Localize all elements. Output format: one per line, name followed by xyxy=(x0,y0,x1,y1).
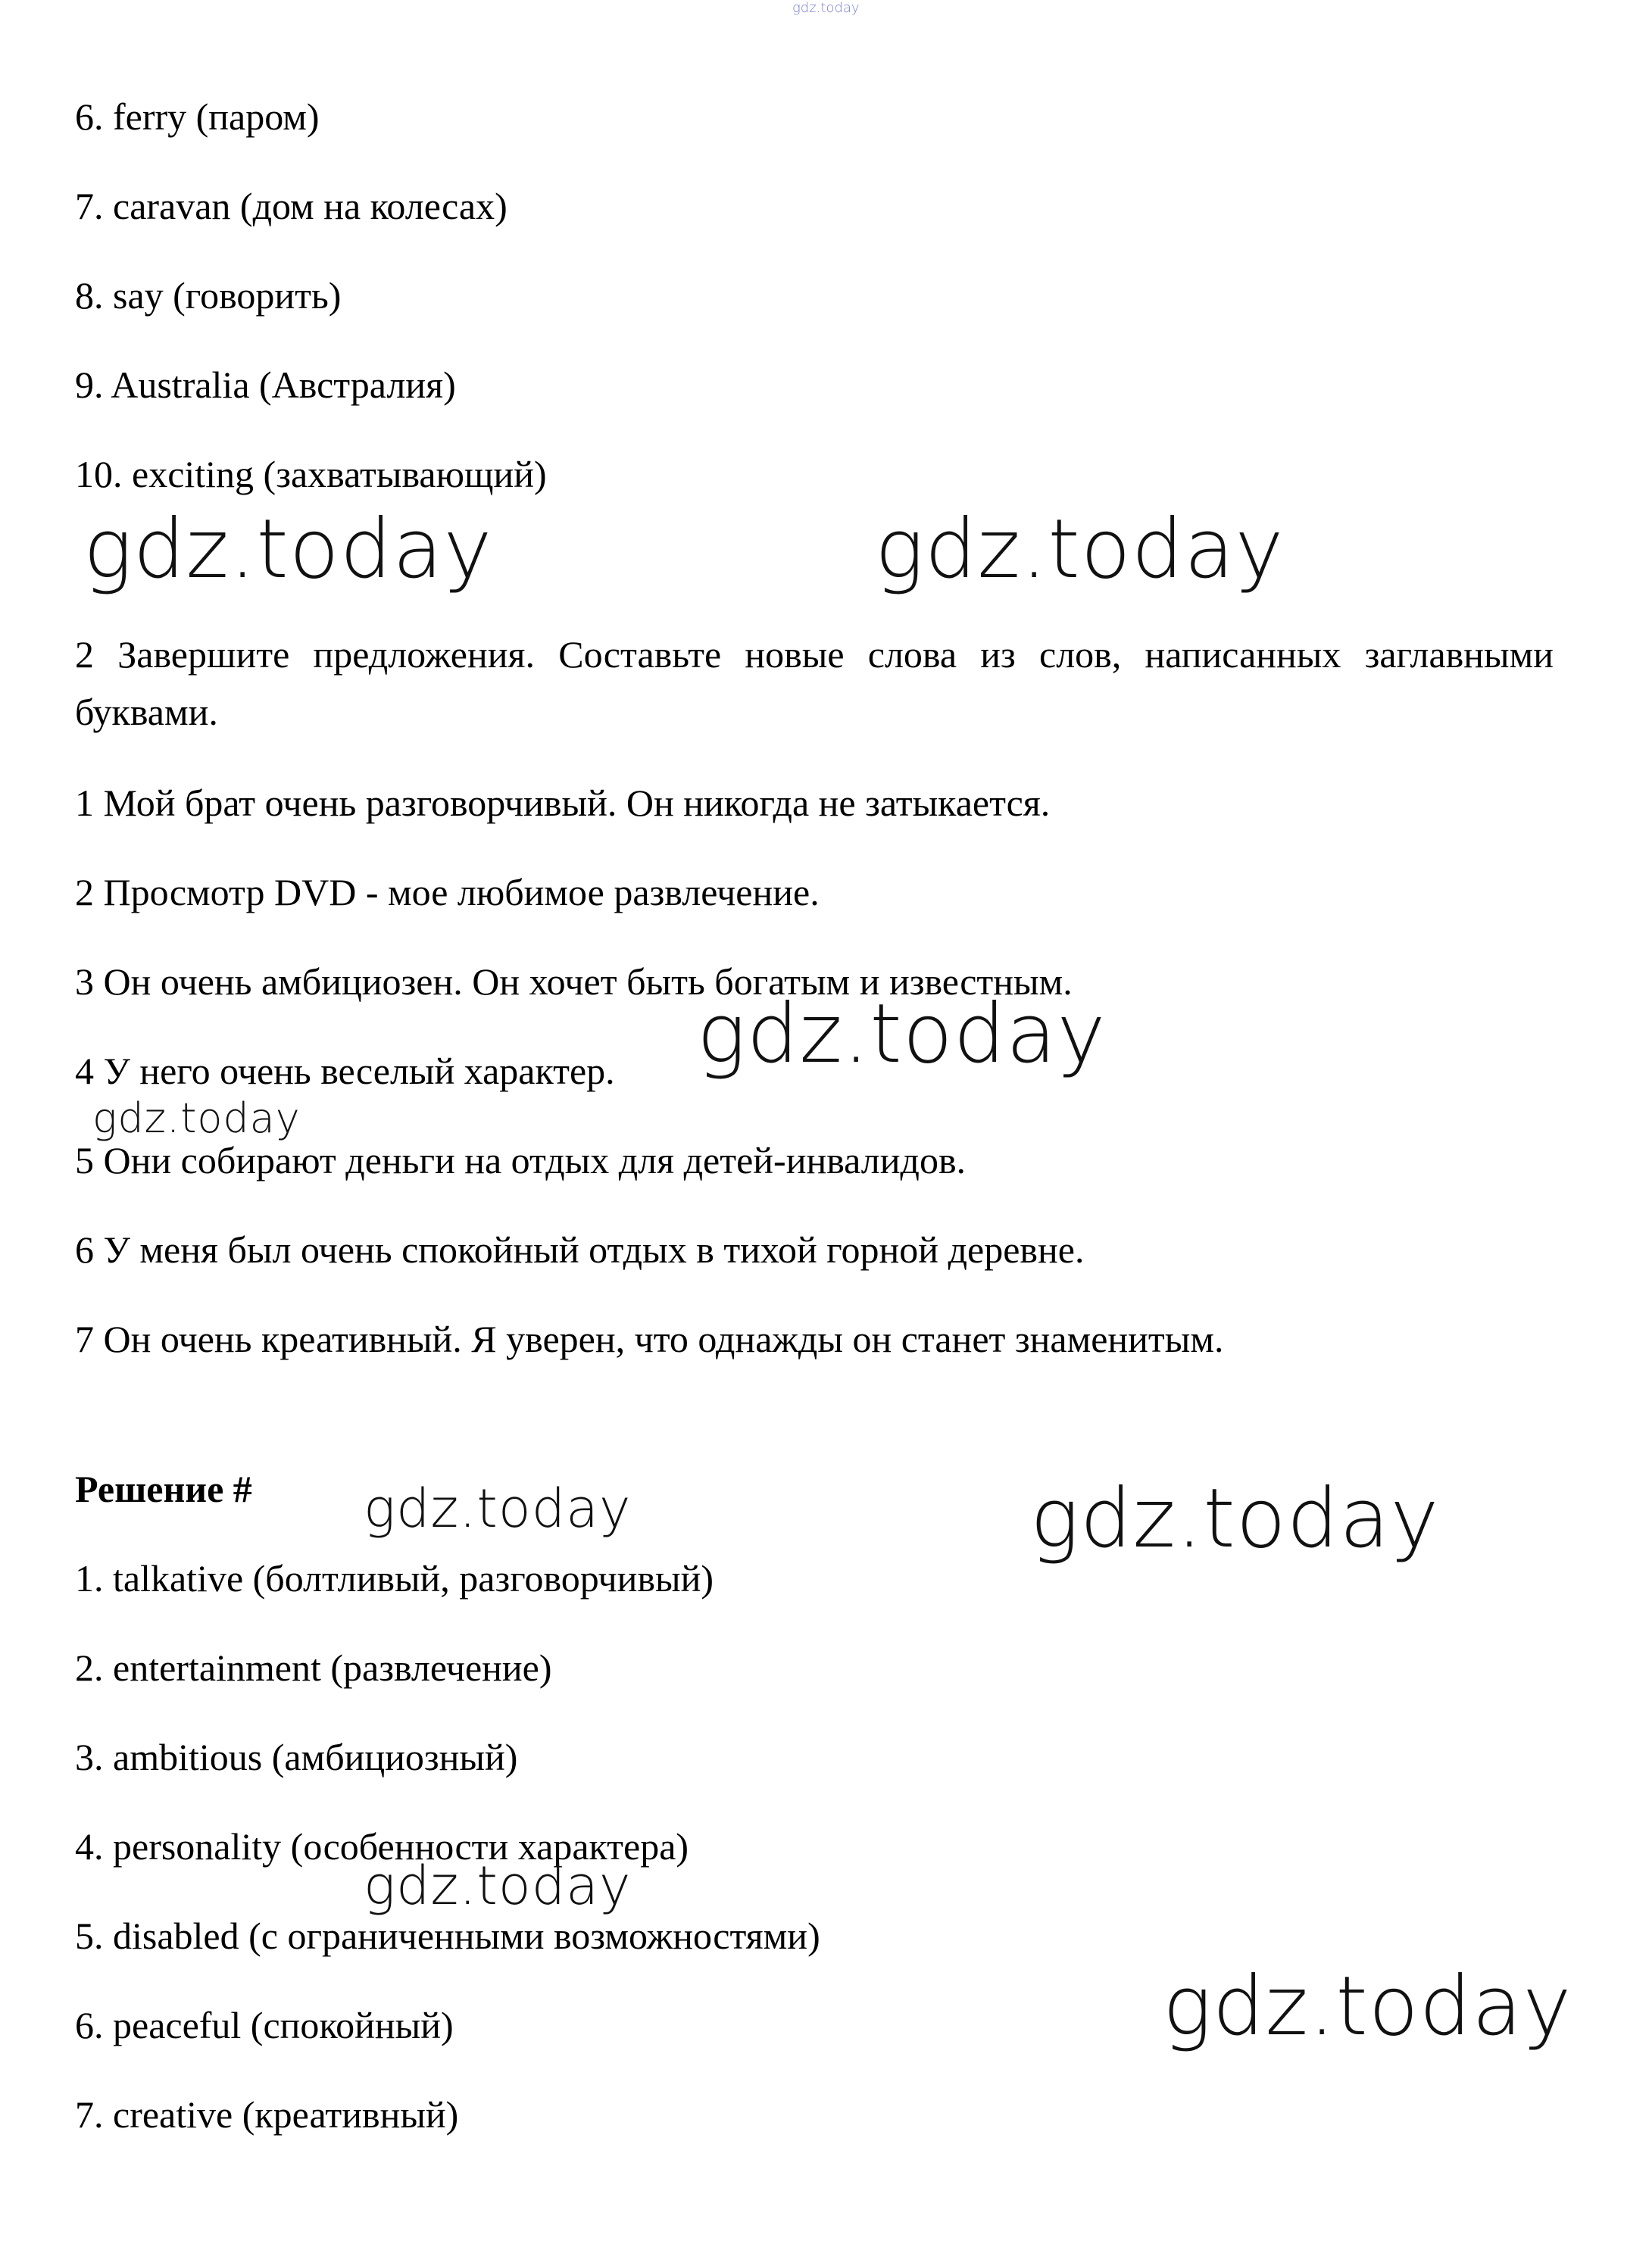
watermark: gdz.today xyxy=(1030,1472,1440,1566)
glossary-item: 10. exciting (захватывающий) xyxy=(75,453,547,495)
glossary-item: 9. Australia (Австралия) xyxy=(75,364,456,406)
task-sentence: 1 Мой брат очень разговорчивый. Он никогда не затыкается. xyxy=(75,782,1051,824)
watermark: gdz.today xyxy=(875,502,1285,597)
answer-item: 7. creative (креативный) xyxy=(75,2093,459,2136)
task-sentence: 6 У меня был очень спокойный отдых в тихой горной деревне. xyxy=(75,1228,1085,1271)
answer-item: 6. peaceful (спокойный) xyxy=(75,2004,454,2046)
watermark: gdz.today xyxy=(1163,1959,1572,2054)
solution-heading: Решение # xyxy=(75,1468,252,1510)
task-sentence: 3 Он очень амбициозен. Он хочет быть богатым и известным. xyxy=(75,960,1073,1003)
task-sentence: 2 Просмотр DVD - мое любимое развлечение. xyxy=(75,871,820,913)
glossary-item: 6. ferry (паром) xyxy=(75,95,320,138)
answer-item: 1. talkative (болтливый, разговорчивый) xyxy=(75,1557,714,1600)
answer-item: 2. entertainment (развлечение) xyxy=(75,1646,552,1689)
answer-item: 4. personality (особенности характера) xyxy=(75,1825,689,1868)
watermark: gdz.today xyxy=(364,1478,632,1540)
answer-item: 3. ambitious (амбициозный) xyxy=(75,1736,518,1778)
glossary-item: 7. caravan (дом на колесах) xyxy=(75,185,507,227)
watermark: gdz.today xyxy=(83,502,493,597)
answer-item: 5. disabled (с ограниченными возможностями) xyxy=(75,1915,820,1957)
task-sentence: 7 Он очень креативный. Я уверен, что однажды он станет знаменитым. xyxy=(75,1318,1224,1360)
task-sentence: 5 Они собирают деньги на отдых для детей-инвалидов. xyxy=(75,1139,967,1181)
watermark: gdz.today xyxy=(92,1094,301,1142)
task-sentence: 4 У него очень веселый характер. xyxy=(75,1050,615,1092)
watermark: gdz.today xyxy=(364,1855,632,1917)
header-watermark: gdz.today xyxy=(792,0,860,16)
glossary-item: 8. say (говорить) xyxy=(75,274,342,317)
watermark: gdz.today xyxy=(697,987,1107,1081)
task-instruction: 2 Завершите предложения. Составьте новые слова из слов, написанных заглавными буквами. xyxy=(75,633,1554,733)
